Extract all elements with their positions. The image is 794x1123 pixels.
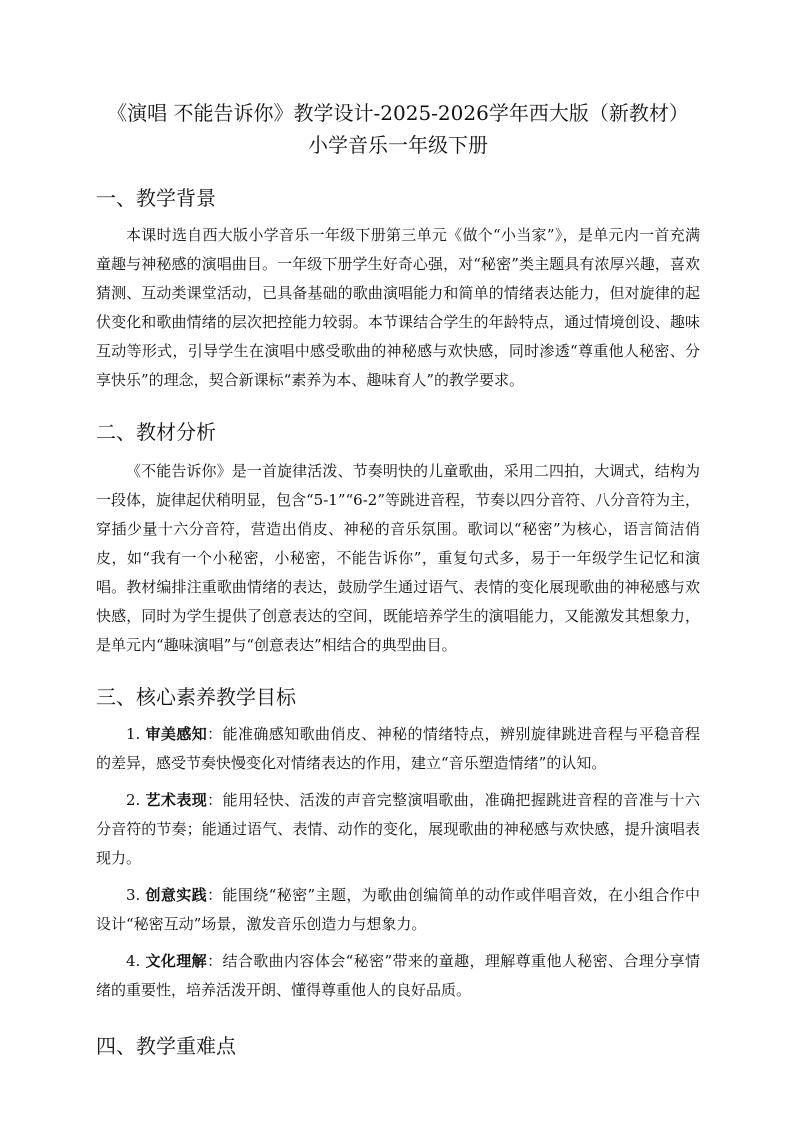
goal-text: 能准确感知歌曲俏皮、神秘的情绪特点，辨别旋律跳进音程与平稳音程的差异，感受节奏快慢变化对情绪表达的作用，建立“音乐塑造情绪”的认知。 bbox=[96, 725, 700, 772]
title-line-1: 《演唱 不能告诉你》教学设计-2025-2026学年西大版（新教材） bbox=[107, 101, 689, 125]
material-analysis-paragraph: 《不能告诉你》是一首旋律活泼、节奏明快的儿童歌曲，采用二四拍，大调式，结构为一段体，旋律起伏稍明显，包含“5-1”“6-2”等跳进音程，节奏以四分音符、八分音符为主，穿插少量十六分音符，营造出俏皮、神秘的音乐氛围。歌词以“秘密”为核心，语言简洁俏皮，如“我有一个小秘密，小秘密，不能告诉你”，重复句式多，易于一年级学生记忆和演唱。教材编排注重歌曲情绪的表达，鼓励学生通过语气、表情的变化展现歌曲的神秘感与欢快感，同时为学生提供了创意表达的空间，既能培养学生的演唱能力，又能激发其想象力，是单元内“趣味演唱”与“创意表达”相结合的典型曲目。 bbox=[96, 462, 700, 654]
section-heading-core-goals: 三、核心素养教学目标 bbox=[96, 685, 296, 709]
goal-text: 结合歌曲内容体会“秘密”带来的童趣，理解尊重他人秘密、合理分享情绪的重要性，培养活泼开朗、懂得尊重他人的良好品质。 bbox=[96, 952, 700, 999]
goals-list bbox=[96, 720, 700, 1005]
goal-label: 艺术表现 bbox=[145, 791, 208, 809]
goal-item bbox=[96, 720, 700, 778]
goal-number: 1. bbox=[126, 725, 141, 743]
section-heading-key-difficulties: 四、教学重难点 bbox=[96, 1034, 236, 1058]
goal-text: 能围绕“秘密”主题，为歌曲创编简单的动作或伴唱音效，在小组合作中设计“秘密互动”场景，激发音乐创造力与想象力。 bbox=[96, 886, 700, 933]
goal-label-colon: ： bbox=[207, 886, 223, 904]
goal-number: 2. bbox=[126, 791, 141, 809]
document-page bbox=[96, 97, 700, 1061]
section-heading-material-analysis: 二、教材分析 bbox=[96, 420, 216, 444]
background-paragraph: 本课时选自西大版小学音乐一年级下册第三单元《做个“小当家”》，是单元内一首充满童趣与神秘感的演唱曲目。一年级下册学生好奇心强，对“秘密”类主题具有浓厚兴趣，喜欢猜测、互动类课堂活动，已具备基础的歌曲演唱能力和简单的情绪表达能力，但对旋律的起伏变化和歌曲情绪的层次把控能力较弱。本节课结合学生的年龄特点，通过情境创设、趣味互动等形式，引导学生在演唱中感受歌曲的神秘感与欢快感，同时渗透“尊重他人秘密、分享快乐”的理念，契合新课标“素养为本、趣味育人”的教学要求。 bbox=[96, 226, 700, 389]
goal-label: 审美感知 bbox=[145, 725, 208, 743]
goal-label: 文化理解 bbox=[145, 952, 208, 970]
goal-item bbox=[96, 786, 700, 873]
goal-label-colon: ： bbox=[207, 791, 223, 809]
goal-text: 能用轻快、活泼的声音完整演唱歌曲，准确把握跳进音程的音准与十六分音符的节奏；能通过语气、表情、动作的变化，展现歌曲的神秘感与欢快感，提升演唱表现力。 bbox=[96, 791, 700, 867]
section-heading-background: 一、教学背景 bbox=[96, 186, 216, 210]
goal-number: 3. bbox=[126, 886, 141, 904]
goal-item bbox=[96, 881, 700, 939]
title-line-2: 小学音乐一年级下册 bbox=[308, 133, 488, 157]
document-title bbox=[96, 97, 700, 161]
goal-label-colon: ： bbox=[207, 952, 223, 970]
goal-item bbox=[96, 947, 700, 1005]
goal-label: 创意实践 bbox=[145, 886, 208, 904]
goal-number: 4. bbox=[126, 952, 141, 970]
goal-label-colon: ： bbox=[207, 725, 223, 743]
